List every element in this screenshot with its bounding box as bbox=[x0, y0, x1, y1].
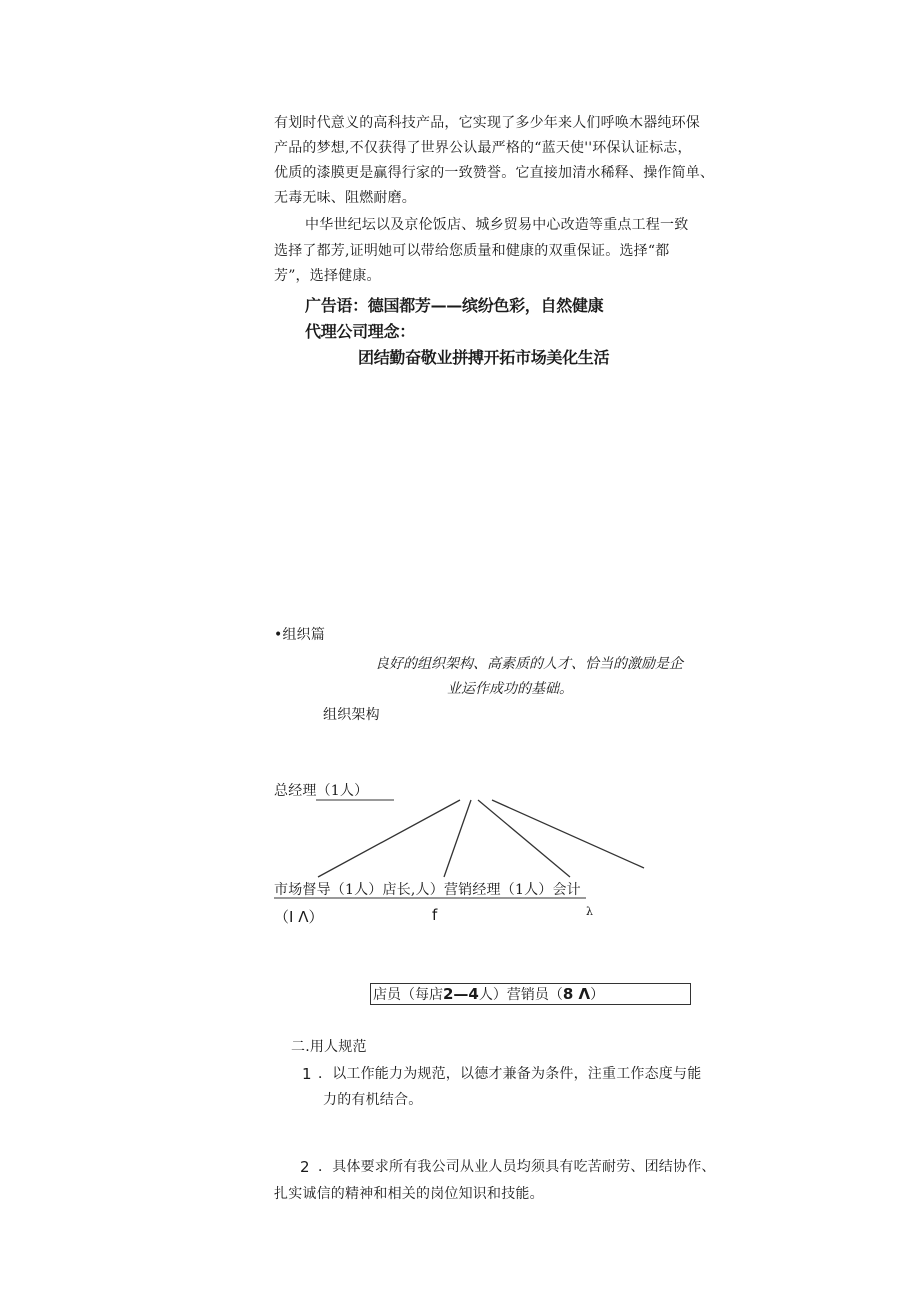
philosophy-label: 代理公司理念： bbox=[305, 322, 415, 341]
endorse-line-2: 选择了都芳,证明她可以带给您质量和健康的双重保证。选择“都 bbox=[274, 243, 670, 259]
org-row3-b: f bbox=[432, 906, 438, 924]
org-gm-node: 总经理（1人） bbox=[274, 783, 369, 799]
endorse-line-3: 芳”，选择健康。 bbox=[274, 268, 381, 284]
endorse-line-1: 中华世纪坛以及京伦饭店、城乡贸易中心改造等重点工程一致 bbox=[305, 217, 689, 233]
hiring-heading: 二.用人规范 bbox=[291, 1039, 367, 1055]
slogan: 广告语：德国都芳——缤纷色彩，自然健康 bbox=[305, 296, 604, 315]
connector-accountant bbox=[492, 800, 644, 868]
org-row2-nodes: 市场督导（1人）店长,人）营销经理（1人）会计 bbox=[274, 882, 581, 898]
staff-mid: 人）营销员（ bbox=[478, 987, 563, 1003]
org-staff-box bbox=[370, 983, 691, 1005]
staff-suffix: ） bbox=[590, 987, 605, 1003]
connector-store-manager bbox=[444, 800, 471, 877]
intro-line-4: 无毒无味、阻燃耐磨。 bbox=[274, 190, 416, 206]
hiring-item-1-line-2: 力的有机结合。 bbox=[323, 1092, 423, 1108]
hiring-item-1-line-1: ．以工作能力为规范，以德才兼备为条件，注重工作态度与能 bbox=[318, 1066, 702, 1082]
org-heading: •组织篇 bbox=[274, 627, 326, 643]
hiring-item-2-line-1: ．具体要求所有我公司从业人员均须具有吃苦耐劳、团结协作、 bbox=[318, 1159, 716, 1175]
org-quote-line-1: 良好的组织架构、高素质的人才、恰当的激励是企 bbox=[375, 656, 683, 672]
philosophy: 团结勤奋敬业拼搏开拓市场美化生活 bbox=[358, 348, 610, 367]
connector-sales-manager bbox=[478, 800, 570, 877]
intro-line-3: 优质的漆膜更是赢得行家的一致赞誉。它直接加清水稀释、操作简单、 bbox=[274, 165, 715, 181]
connector-supervisor bbox=[318, 800, 460, 877]
intro-line-1: 有划时代意义的高科技产品，它实现了多少年来人们呼唤木器纯环保 bbox=[274, 115, 700, 131]
org-chart-title: 组织架构 bbox=[323, 707, 380, 723]
hiring-item-2-line-2: 扎实诚信的精神和相关的岗位知识和技能。 bbox=[274, 1186, 544, 1202]
org-row3-a: （I Λ） bbox=[274, 908, 324, 926]
staff-prefix: 店员（每店 bbox=[373, 987, 443, 1003]
hiring-item-2-number: 2 bbox=[300, 1158, 310, 1176]
hiring-item-1-number: 1 bbox=[302, 1065, 312, 1083]
staff-range: 2—4 bbox=[443, 985, 479, 1003]
org-quote-line-2: 业运作成功的基础。 bbox=[447, 681, 573, 697]
staff-sales-count: 8 Λ bbox=[562, 985, 591, 1003]
org-row3-c: λ bbox=[586, 905, 593, 918]
intro-line-2: 产品的梦想,不仅获得了世界公认最严格的“蓝天使''环保认证标志， bbox=[274, 140, 692, 156]
